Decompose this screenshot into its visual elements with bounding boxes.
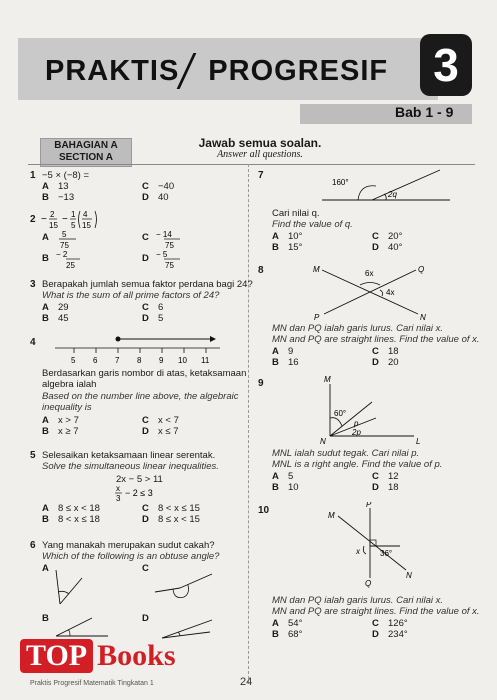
q2-d-num: − 5: [156, 250, 168, 259]
q2-number: 2: [30, 214, 36, 225]
svg-text:Q: Q: [418, 265, 425, 274]
q10-c-value: 126°: [388, 618, 408, 629]
q4-en1: Based on the number line above, the algebraic: [42, 391, 239, 402]
header-title: [45, 52, 388, 90]
q2-c-num: − 14: [156, 230, 172, 239]
section-box: [40, 138, 132, 167]
q9-option-d: D 18: [372, 482, 399, 493]
q10-ms: MN dan PQ ialah garis lurus. Cari nilai x.: [272, 595, 444, 606]
q2-option-a: A: [42, 232, 49, 243]
title-slash: [177, 53, 211, 89]
q4-arrow-icon: [210, 336, 216, 342]
q2-option-c: C: [142, 232, 149, 243]
q1-option-b: B −13: [42, 192, 75, 203]
q7-en: Find the value of q.: [272, 219, 353, 230]
q10-a-value: 54°: [288, 618, 303, 629]
q3-option-b: B 45: [42, 313, 69, 324]
q9-diagram: [314, 374, 434, 446]
q2-d-den: 75: [165, 261, 174, 270]
q5-c-value: 8 < x ≤ 15: [158, 503, 200, 514]
q2-d-fraction: [156, 248, 190, 270]
q9-c-value: 12: [388, 471, 399, 482]
logo-top-text: TOP: [20, 639, 93, 673]
q5-en: Solve the simultaneous linear inequalities.: [42, 461, 219, 472]
q3-number: 3: [30, 279, 36, 290]
q5-d-value: 8 ≤ x < 15: [158, 514, 200, 525]
svg-text:15: 15: [49, 221, 58, 230]
svg-text:M: M: [313, 265, 320, 274]
q2-c-den: 75: [165, 241, 174, 250]
q10-number: 10: [258, 505, 270, 516]
q8-a-value: 9: [288, 346, 294, 357]
q6-d-label: D: [142, 613, 149, 624]
q8-b-value: 16: [288, 357, 299, 368]
q8-4x-label: 4x: [386, 288, 395, 297]
q9-2p-label: 2p: [352, 428, 361, 437]
q2-option-b: B: [42, 253, 49, 264]
q5-b-value: 8 < x ≤ 18: [58, 514, 100, 525]
q6-c-angle: [150, 566, 220, 610]
q5-ms: Selesaikan ketaksamaan linear serentak.: [42, 450, 216, 461]
book-title-footer: Praktis Progresif Matematik Tingkatan 1: [30, 680, 154, 687]
q3-ms: Berapakah jumlah semua faktor perdana bagi 24?: [42, 279, 253, 290]
q8-6x-label: 6x: [365, 269, 374, 278]
section-divider: [28, 164, 475, 165]
q5-option-d: D 8 ≤ x < 15: [142, 514, 200, 525]
q4-c-value: x < 7: [158, 415, 179, 426]
q2-b-fraction: [56, 248, 90, 270]
q5-eq2: [114, 482, 174, 504]
q3-d-value: 5: [158, 313, 164, 324]
svg-text:1: 1: [71, 210, 76, 219]
q4-tick-7: 7: [115, 356, 120, 365]
svg-text:Q: Q: [365, 579, 372, 588]
q9-60-label: 60°: [334, 409, 347, 418]
q4-a-value: x > 7: [58, 415, 79, 426]
q4-b-value: x ≥ 7: [58, 426, 79, 437]
section-en: SECTION A: [58, 152, 114, 163]
bab-label: Bab 1 - 9: [395, 104, 454, 120]
q7-c-value: 20°: [388, 231, 403, 242]
svg-text:3: 3: [116, 494, 121, 503]
q7-option-d: D 40°: [372, 242, 403, 253]
q7-d-value: 40°: [388, 242, 403, 253]
q3-option-d: D 5: [142, 313, 164, 324]
q9-option-c: C 12: [372, 471, 399, 482]
title-word-praktis: PRAKTIS: [45, 54, 180, 87]
q7-diagram: [320, 166, 460, 206]
q4-option-c: C x < 7: [142, 415, 179, 426]
q1-option-d: D 40: [142, 192, 169, 203]
q8-option-a: A 9: [272, 346, 294, 357]
svg-text:− 2 ≤ 3: − 2 ≤ 3: [125, 488, 153, 498]
svg-text:M: M: [324, 375, 331, 384]
q8-option-b: B 16: [272, 357, 299, 368]
q6-c-label: C: [142, 563, 149, 574]
q9-en: MNL is a right angle. Find the value of p.: [272, 459, 443, 470]
q6-ms: Yang manakah merupakan sudut cakah?: [42, 540, 215, 551]
q7-option-c: C 20°: [372, 231, 403, 242]
svg-text:P: P: [366, 502, 372, 509]
q8-c-value: 18: [388, 346, 399, 357]
q4-number: 4: [30, 337, 36, 348]
q4-option-d: D x ≤ 7: [142, 426, 179, 437]
section-ms: BAHAGIAN A: [54, 140, 118, 151]
q8-option-c: C 18: [372, 346, 399, 357]
q10-option-c: C 126°: [372, 618, 408, 629]
svg-text:4: 4: [83, 210, 88, 219]
q1-text: −5 × (−8) =: [42, 170, 90, 181]
q9-p-label: p: [354, 419, 359, 428]
topbooks-logo: [20, 636, 176, 676]
q10-x-label: x: [356, 547, 360, 556]
q3-a-value: 29: [58, 302, 69, 313]
q6-a-label: A: [42, 563, 49, 574]
q7-number: 7: [258, 170, 264, 181]
q5-option-b: B 8 < x ≤ 18: [42, 514, 100, 525]
q6-number: 6: [30, 540, 36, 551]
q7-angle-label: 160°: [332, 178, 349, 187]
q2-a-num: 5: [62, 230, 67, 239]
svg-text:N: N: [420, 313, 426, 322]
svg-text:−: −: [41, 214, 47, 225]
q4-tick-9: 9: [159, 356, 164, 365]
q9-a-value: 5: [288, 471, 294, 482]
q2-b-num: − 2: [56, 250, 68, 259]
q10-en: MN and PQ are straight lines. Find the value of x.: [272, 606, 480, 617]
q8-diagram: [310, 262, 430, 322]
q5-a-value: 8 ≤ x < 18: [58, 503, 100, 514]
q9-b-value: 10: [288, 482, 299, 493]
q3-en: What is the sum of all prime factors of 24?: [42, 290, 220, 301]
q4-number-line: [50, 334, 225, 366]
q6-en: Which of the following is an obtuse angle?: [42, 551, 220, 562]
q7-b-value: 15°: [288, 242, 303, 253]
q1-c-value: −40: [158, 181, 175, 192]
q8-number: 8: [258, 265, 264, 276]
q4-tick-10: 10: [178, 356, 187, 365]
instruction-ms: Jawab semua soalan.: [198, 136, 322, 150]
q5-number: 5: [30, 450, 36, 461]
q3-b-value: 45: [58, 313, 69, 324]
q1-b-value: −13: [58, 192, 75, 203]
q4-d-value: x ≤ 7: [158, 426, 179, 437]
q2-c-fraction: [156, 228, 190, 250]
q1-option-a: A 13: [42, 181, 69, 192]
q4-ms2: algebra ialah: [42, 379, 97, 390]
q10-option-b: B 68°: [272, 629, 303, 640]
svg-text:M: M: [328, 511, 335, 520]
q4-tick-8: 8: [137, 356, 142, 365]
q7-var-label: 2q: [388, 190, 397, 199]
page-number: 24: [240, 676, 253, 688]
q9-number: 9: [258, 378, 264, 389]
q6-b-label: B: [42, 613, 49, 624]
svg-text:x: x: [116, 484, 120, 493]
q4-en2: inequality is: [42, 402, 92, 413]
q7-ms: Cari nilai q.: [272, 208, 320, 219]
q9-ms: MNL ialah sudut tegak. Cari nilai p.: [272, 448, 420, 459]
q1-option-c: C −40: [142, 181, 175, 192]
q10-option-d: D 234°: [372, 629, 408, 640]
q4-tick-11: 11: [201, 356, 210, 365]
q5-option-c: C 8 < x ≤ 15: [142, 503, 200, 514]
q3-c-value: 6: [158, 302, 164, 313]
q8-en: MN and PQ are straight lines. Find the value of x.: [272, 334, 480, 345]
q3-option-c: C 6: [142, 302, 164, 313]
q2-a-den: 75: [60, 241, 69, 250]
column-divider: [248, 164, 249, 684]
q2-a-fraction: [56, 228, 86, 250]
q10-diagram: [320, 502, 420, 588]
q2-b-den: 25: [66, 261, 75, 270]
q9-d-value: 18: [388, 482, 399, 493]
q8-d-value: 20: [388, 357, 399, 368]
svg-text:−: −: [62, 214, 68, 225]
title-word-progresif: PROGRESIF: [208, 54, 389, 87]
q4-option-b: B x ≥ 7: [42, 426, 79, 437]
q4-tick-5: 5: [71, 356, 76, 365]
q5-option-a: A 8 ≤ x < 18: [42, 503, 100, 514]
q5-eq1: 2x − 5 > 11: [116, 474, 163, 485]
chapter-number: 3: [420, 34, 472, 96]
svg-text:5: 5: [71, 221, 76, 230]
q4-tick-6: 6: [93, 356, 98, 365]
svg-text:P: P: [314, 313, 320, 322]
q1-d-value: 40: [158, 192, 169, 203]
q1-a-value: 13: [58, 181, 69, 192]
q10-d-value: 234°: [388, 629, 408, 640]
q10-36-label: 36°: [380, 549, 393, 558]
q9-option-a: A 5: [272, 471, 294, 482]
logo-books-text: Books: [97, 639, 176, 672]
q2-option-d: D: [142, 253, 149, 264]
instruction-en: Answer all questions.: [217, 149, 303, 160]
q7-a-value: 10°: [288, 231, 303, 242]
svg-text:2: 2: [50, 210, 55, 219]
q4-ms1: Berdasarkan garis nombor di atas, ketaksamaan: [42, 368, 247, 379]
q7-option-b: B 15°: [272, 242, 303, 253]
q3-option-a: A 29: [42, 302, 69, 313]
q1-number: 1: [30, 170, 36, 181]
q10-b-value: 68°: [288, 629, 303, 640]
q9-option-b: B 10: [272, 482, 299, 493]
q7-option-a: A 10°: [272, 231, 303, 242]
q8-ms: MN dan PQ ialah garis lurus. Cari nilai x.: [272, 323, 444, 334]
q6-a-angle: [50, 566, 90, 610]
svg-text:15: 15: [82, 221, 91, 230]
svg-text:N: N: [320, 437, 326, 446]
svg-text:L: L: [416, 437, 421, 446]
q8-option-d: D 20: [372, 357, 399, 368]
q4-option-a: A x > 7: [42, 415, 79, 426]
svg-text:N: N: [406, 571, 412, 580]
q4-closed-dot: [116, 337, 121, 342]
q10-option-a: A 54°: [272, 618, 303, 629]
